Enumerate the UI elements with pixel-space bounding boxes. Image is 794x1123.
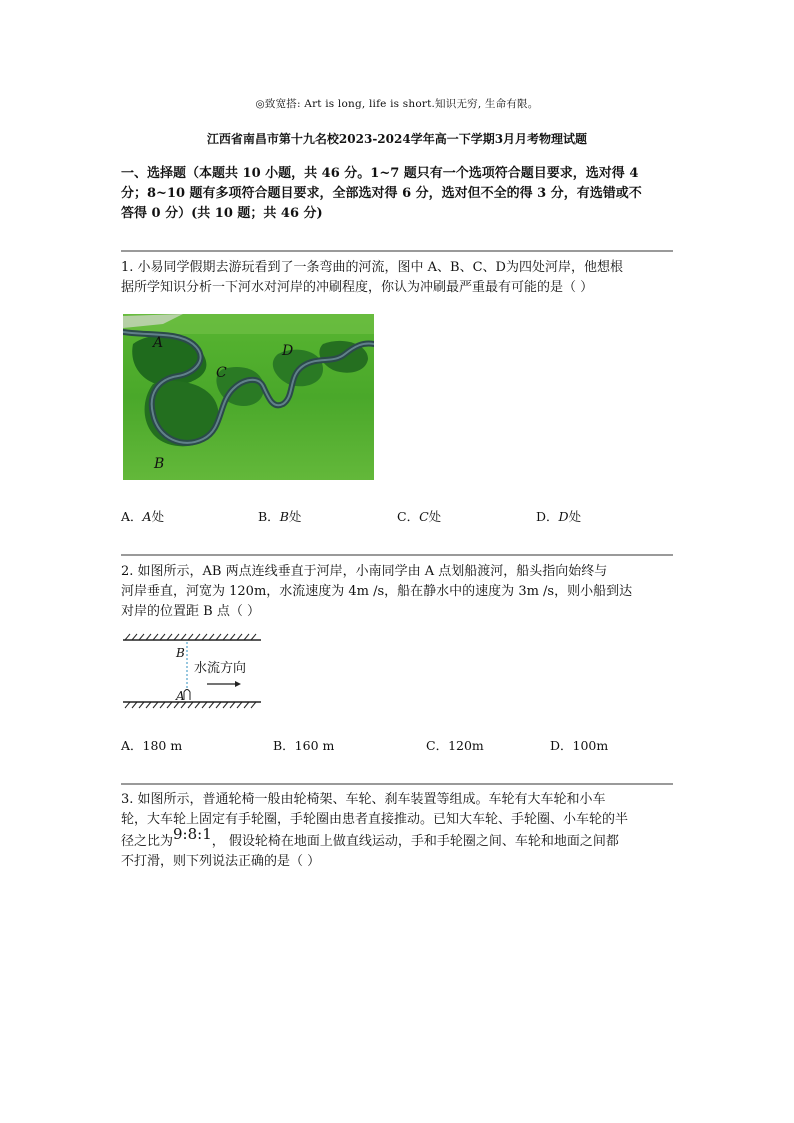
river-crossing-diagram bbox=[121, 630, 263, 710]
option-suffix: 处 bbox=[288, 509, 302, 524]
q1-option-d[interactable] bbox=[536, 507, 581, 525]
label-A: A bbox=[176, 689, 185, 703]
option-prefix: A． bbox=[121, 509, 143, 524]
label-A: A bbox=[153, 335, 164, 351]
question-1-line: 1. 小易同学假期去游玩看到了一条弯曲的河流，图中 A、B、C、D为四处河岸，他想根 bbox=[121, 260, 623, 275]
label-B: B bbox=[176, 646, 185, 660]
question-3-text: 径之比为 bbox=[121, 834, 174, 849]
label-C: C bbox=[216, 365, 227, 381]
label-D: D bbox=[282, 343, 294, 359]
option-letter: D bbox=[558, 509, 569, 524]
option-letter: C bbox=[419, 509, 429, 524]
question-divider bbox=[121, 783, 673, 785]
question-3-line: 3. 如图所示，普通轮椅一般由轮椅架、车轮、刹车装置等组成。车轮有大车轮和小车 bbox=[121, 792, 606, 807]
question-1-line: 据所学知识分析一下河水对河岸的冲刷程度，你认为冲刷最严重最有可能的是（ ） bbox=[121, 280, 594, 295]
option-letter: A bbox=[142, 509, 152, 524]
option-prefix: C． bbox=[397, 509, 420, 524]
question-3-text: ， 假设轮椅在地面上做直线运动，手和手轮圈之间、车轮和地面之间都 bbox=[211, 834, 619, 849]
option-prefix: B． bbox=[258, 509, 280, 524]
flow-direction-label: 水流方向 bbox=[194, 661, 247, 676]
question-2-line: 对岸的位置距 B 点（ ） bbox=[121, 604, 260, 619]
radius-ratio: 9:8:1 bbox=[173, 825, 212, 843]
q1-option-c[interactable] bbox=[397, 507, 441, 525]
section-heading-line: 一、选择题（本题共 10 小题，共 46 分。1~7 题只有一个选项符合题目要求，选对得 4 bbox=[121, 166, 639, 181]
option-suffix: 处 bbox=[151, 509, 165, 524]
question-3-line bbox=[121, 825, 677, 852]
question-3-stem bbox=[121, 790, 677, 872]
section-heading-line: 答得 0 分）(共 10 题；共 46 分) bbox=[121, 206, 323, 221]
river-meander-photo bbox=[123, 314, 374, 480]
option-letter: B bbox=[279, 509, 289, 524]
section-heading-line: 分；8~10 题有多项符合题目要求，全部选对得 6 分，选对但不全的得 3 分，有选错或不 bbox=[121, 186, 642, 201]
option-suffix: 处 bbox=[428, 509, 442, 524]
section-heading bbox=[121, 164, 681, 224]
option-suffix: 处 bbox=[568, 509, 582, 524]
question-2-stem bbox=[121, 562, 677, 622]
question-3-line: 不打滑，则下列说法正确的是（ ） bbox=[121, 854, 321, 869]
question-1-stem bbox=[121, 258, 677, 298]
q2-option-c[interactable]: C．120m bbox=[426, 738, 484, 753]
question-2-line: 2. 如图所示，AB 两点连线垂直于河岸，小南同学由 A 点划船渡河，船头指向始终与 bbox=[121, 564, 608, 579]
q2-option-d[interactable]: D．100m bbox=[550, 738, 609, 753]
question-2-line: 河岸垂直，河宽为 120m，水流速度为 4m /s，船在静水中的速度为 3m /s，则小船到达 bbox=[121, 584, 633, 599]
question-divider bbox=[121, 250, 673, 252]
label-B: B bbox=[154, 456, 165, 472]
q1-option-b[interactable] bbox=[258, 507, 301, 525]
question-3-line: 轮，大车轮上固定有手轮圈，手轮圈由患者直接推动。已知大车轮、手轮圈、小车轮的半 bbox=[121, 812, 629, 827]
q2-option-a[interactable]: A．180 m bbox=[121, 738, 183, 753]
q2-option-b[interactable]: B．160 m bbox=[273, 738, 335, 753]
header-motto: ◎致宽搭: Art is long, life is short.知识无穷, 生命有限。 bbox=[255, 98, 539, 110]
option-prefix: D． bbox=[536, 509, 559, 524]
q1-option-a[interactable] bbox=[121, 507, 164, 525]
question-divider bbox=[121, 554, 673, 556]
page-title: 江西省南昌市第十九名校2023-2024学年高一下学期3月月考物理试题 bbox=[206, 132, 588, 146]
